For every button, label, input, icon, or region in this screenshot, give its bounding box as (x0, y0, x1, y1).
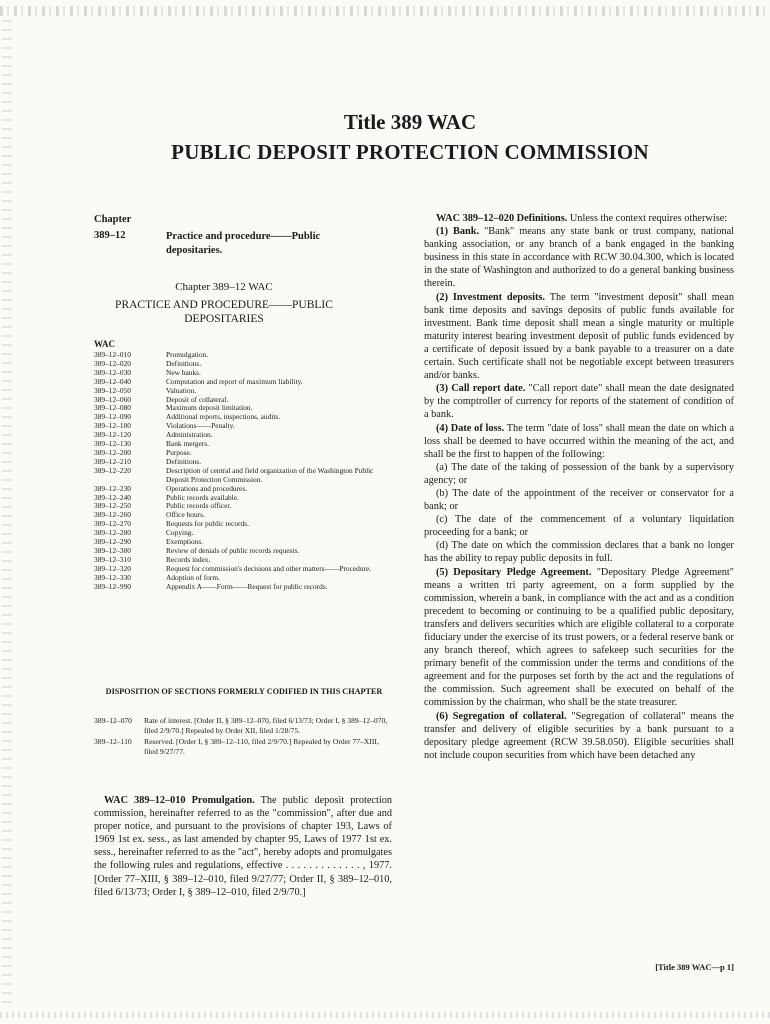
section-number: 389–12–030 (94, 367, 131, 377)
title-line-1: Title 389 WAC (343, 110, 477, 134)
section-row (94, 583, 394, 592)
section-number: 389–12–230 (94, 483, 131, 493)
chapter-title-line-1: Chapter 389–12 WAC (175, 281, 273, 293)
section-number: 389–12–010 (94, 350, 131, 359)
definition-text: "Segregation of collateral" means the transfer and delivery of eligible securities by a bank pursuant to a depositary pledge agreement (RCW 39.58.050). Eligible securities shall not include coupon securities from which have been detached any (424, 710, 734, 761)
section-description: Public records available. (166, 492, 239, 502)
definition-paragraph (424, 382, 734, 421)
promulgation-paragraph (94, 794, 392, 899)
definition-text: (c) The date of the commencement of a voluntary liquidation proceeding for a bank; or (424, 514, 734, 539)
section-number: 389–12–040 (94, 376, 131, 386)
section-description: Deposit of collateral. (166, 394, 229, 404)
definition-text: The term "date of loss" shall mean the date on which a loss shall be deemed to have occurred within the meaning of the act, and shall be the first to happen of the following: (424, 422, 734, 460)
section-row (94, 422, 394, 431)
section-description: Valuation. (166, 385, 197, 395)
section-number: 389–12–020 (94, 358, 131, 368)
section-number: 389–12–280 (94, 528, 131, 538)
section-description: Additional reports, inspections, audits. (166, 412, 281, 422)
scan-noise-left (2, 20, 12, 1010)
section-description: Office hours. (166, 510, 205, 520)
section-number: 389–12–330 (94, 572, 131, 582)
disposition-number: 389–12–070 (94, 716, 132, 725)
title-line-2: PUBLIC DEPOSIT PROTECTION COMMISSION (171, 140, 649, 164)
section-description: Computation and report of maximum liability. (166, 376, 303, 386)
section-description: Copying. (166, 528, 194, 538)
definition-paragraph (424, 461, 734, 487)
chapter-title-line-2: PRACTICE AND PROCEDURE——PUBLIC DEPOSITARIES (115, 299, 333, 325)
section-description: Requests for public records. (166, 519, 249, 529)
section-description: Administration. (166, 430, 213, 440)
definition-text: (b) The date of the appointment of the receiver or conservator for a bank; or (424, 487, 734, 513)
section-description: Adoption of form. (166, 572, 220, 582)
disposition-row (94, 716, 394, 735)
definition-text: "Depositary Pledge Agreement" means a written tri party agreement, on a form supplied by the commission, wherein a bank, in compliance with the act and as a condition precedent to becoming or continuing to be a qualified public depositary, transfers and delivers securities which are eligible collateral to a corporate fiduciary under the exercise of its trust powers, or a federal reserve bank or any branch thereof, which agrees to safekeep such securities for the primary benefit of the commission under the terms and conditions of the agreement and for the purposes set forth by the act and the regulations of the commission. Such agreement shall be executed on behalf of the commission by the chairman, who shall be the state treasurer. (424, 566, 734, 709)
section-description: Violations——Penalty. (166, 421, 235, 431)
definition-label: (1) Bank. (436, 226, 480, 238)
section-row (94, 547, 394, 556)
section-row (94, 351, 394, 360)
section-number: 389–12–130 (94, 439, 131, 449)
section-row (94, 520, 394, 529)
section-number: 389–12–210 (94, 456, 131, 466)
section-description: Public records officer. (166, 501, 232, 511)
definitions-intro: Unless the context requires otherwise: (569, 213, 728, 224)
section-description: Operations and procedures. (166, 483, 248, 493)
section-row (94, 360, 394, 369)
definition-paragraph (424, 710, 734, 762)
definition-text: The term "investment deposit" shall mean bank time deposits and savings deposits of public funds available for investment. Bank time deposit shall mean a single maturity or multiple maturity interest bearing investment deposit of public funds evidenced by a certificate of deposit issued by a bank payable to a treasurer on a date certain. Such certificate shall not be negotiable except between treasurers and/or banks. (424, 291, 734, 382)
definition-paragraph (424, 539, 734, 565)
section-row (94, 502, 394, 511)
section-description: Maximum deposit limitation. (166, 403, 253, 413)
section-description: Description of central and field organization of the Washington Public Deposit Protection Commission. (166, 465, 374, 484)
section-number: 389–12–310 (94, 554, 131, 564)
section-description: Exemptions. (166, 537, 204, 547)
section-row (94, 449, 394, 458)
chapter-header: Chapter (94, 214, 132, 225)
section-row (94, 467, 394, 485)
section-list (94, 351, 394, 591)
section-description: Promulgation. (166, 350, 209, 359)
definition-text: "Bank" means any state bank or trust company, national banking association, or any branch of a bank engaged in the banking business in this state in accordance with RCW 30.04.300, which is located in the state of Washington and authorized to do a general banking business therein. (424, 226, 735, 290)
definition-paragraph (424, 566, 734, 710)
definitions-intro-paragraph (424, 212, 734, 225)
section-number: 389–12–080 (94, 403, 131, 413)
chapter-number: 389–12 (94, 230, 126, 241)
section-description: Purpose. (166, 447, 192, 457)
definition-text: (a) The date of the taking of possession of the bank by a supervisory agency; or (424, 461, 734, 486)
section-number: 389–12–100 (94, 421, 131, 431)
scan-noise-bottom (0, 1012, 770, 1018)
definition-label: (5) Depositary Pledge Agreement. (436, 566, 592, 578)
section-number: 389–12–240 (94, 492, 131, 502)
definition-text: "Call report date" shall mean the date designated by the comptroller of currency for reports of the statement of condition of a bank. (424, 383, 734, 421)
disposition-title: DISPOSITION OF SECTIONS FORMERLY CODIFIED IN THIS CHAPTER (105, 687, 383, 696)
section-number: 389–12–320 (94, 563, 131, 573)
section-number: 389–12–050 (94, 385, 131, 395)
section-description: Bank mergers. (166, 439, 209, 449)
wac-label: WAC (94, 339, 116, 349)
definition-paragraph (424, 513, 734, 539)
definition-label: (4) Date of loss. (436, 422, 505, 434)
section-description: New banks. (166, 367, 201, 377)
definitions-column (424, 212, 734, 762)
disposition-number: 389–12–110 (94, 737, 132, 746)
section-number: 389–12–220 (94, 465, 131, 475)
section-number: 389–12–200 (94, 447, 131, 457)
section-description: Review of denials of public records requests. (166, 545, 300, 555)
promulgation-text: The public deposit protection commission, hereinafter referred to as the "commission", after due and proper notice, and pursuant to the provisions of chapter 193, Laws of 1969 1st ex. sess., as last amended by chapter 95, Laws of 1977 1st ex. sess., hereinafter referred to as the "act", hereby adopts and promulgates the following rules and regulations, effective . . . . . . . . . . . . . , 1977. [Order 77–XIII, § 389–12–010, filed 9/27/77; Order II, § 389–12–010, filed 6/13/73; Order I, § 389–12–010, filed 2/9/70.] (94, 795, 392, 898)
page-footer: [Title 389 WAC—p 1] (655, 962, 734, 972)
definition-paragraph (424, 422, 734, 461)
section-description: Definitions. (166, 456, 202, 466)
section-number: 389–12–090 (94, 412, 131, 422)
section-row (94, 529, 394, 538)
section-number: 389–12–260 (94, 510, 131, 520)
section-number: 389–12–270 (94, 519, 131, 529)
section-row (94, 494, 394, 503)
section-row (94, 485, 394, 494)
section-description: Appendix A——Form——Request for public records. (166, 581, 328, 591)
section-row (94, 565, 394, 574)
section-row (94, 431, 394, 440)
disposition-text: Reserved. [Order I, § 389–12–110, filed 2/9/70.] Repealed by Order 77–XIII, filed 9/27/77. (144, 737, 379, 756)
section-number: 389–12–060 (94, 394, 131, 404)
definition-paragraph (424, 225, 734, 290)
section-number: 389–12–290 (94, 537, 131, 547)
scan-noise-top (0, 6, 770, 16)
definitions-heading: WAC 389–12–020 Definitions. (436, 213, 568, 224)
section-number: 389–12–250 (94, 501, 131, 511)
definition-label: (3) Call report date. (436, 383, 526, 395)
section-description: Request for commission's decisions and other matters——Procedure. (166, 563, 372, 573)
section-row (94, 440, 394, 449)
disposition-list (94, 716, 394, 758)
section-description: Records index. (166, 554, 211, 564)
section-number: 389–12–990 (94, 581, 131, 591)
definition-text: (d) The date on which the commission declares that a bank no longer has the ability to repay public deposits in full. (424, 540, 734, 565)
section-number: 389–12–120 (94, 430, 131, 440)
definition-paragraph (424, 291, 734, 383)
chapter-description: Practice and procedure——Public depositaries. (166, 231, 321, 256)
section-row (94, 413, 394, 422)
definition-label: (2) Investment deposits. (436, 291, 545, 303)
disposition-row (94, 737, 394, 756)
section-row (94, 387, 394, 396)
section-description: Definitions. (166, 358, 202, 368)
section-row (94, 378, 394, 387)
definition-label: (6) Segregation of collateral. (436, 710, 567, 722)
promulgation-heading: WAC 389–12–010 Promulgation. (104, 795, 255, 806)
disposition-text: Rate of interest. [Order II, § 389–12–070, filed 6/13/73; Order I, § 389–12–070, filed 2/9/70.] Repealed by Order XII, filed 1/28/75. (144, 716, 388, 735)
section-number: 389–12–300 (94, 545, 131, 555)
definition-paragraph (424, 487, 734, 513)
